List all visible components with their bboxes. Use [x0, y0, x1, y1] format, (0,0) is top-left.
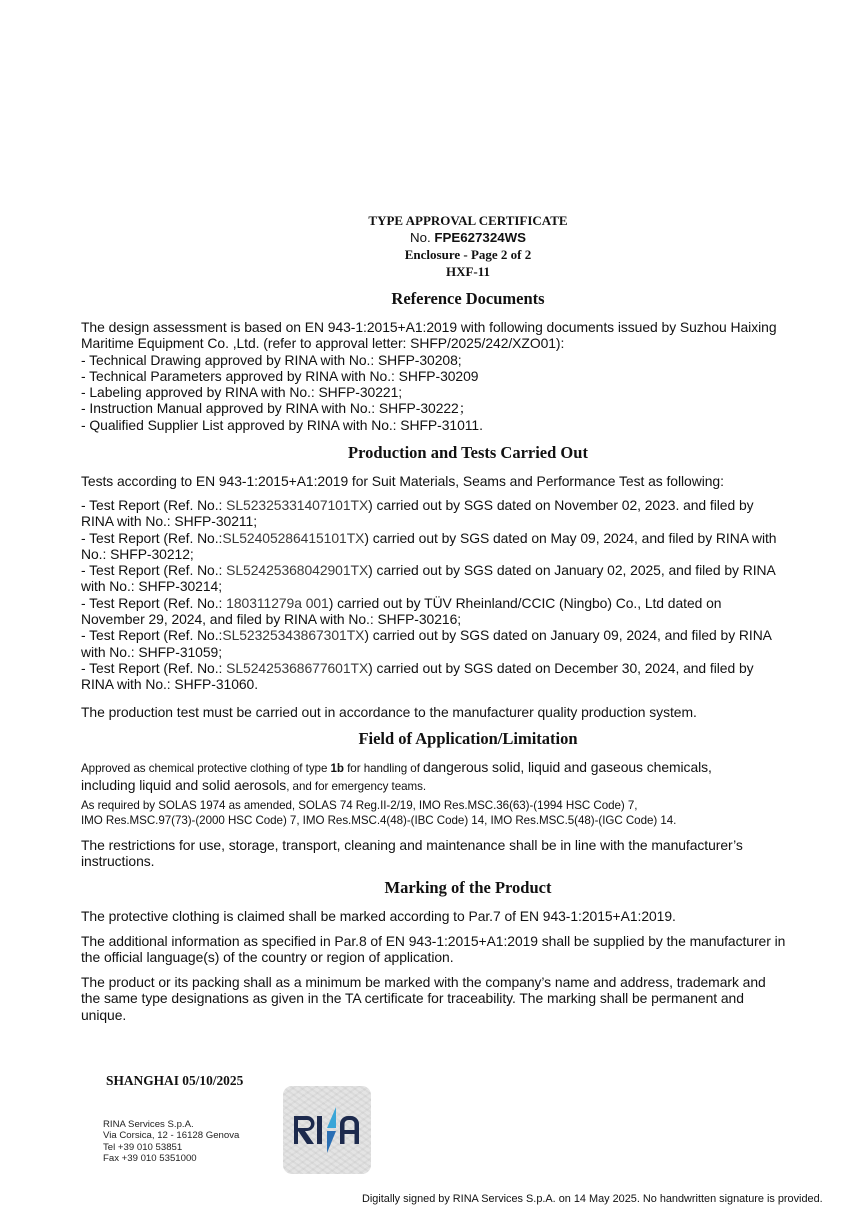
- section-title-production-tests: Production and Tests Carried Out: [348, 443, 588, 462]
- test-reports-list: [81, 497, 821, 693]
- production-tests-intro: Tests according to EN 943-1:2015+A1:2019 for Suit Materials, Seams and Performance Test as following:: [81, 473, 724, 489]
- test-report-ref: SL52325331407101TX: [226, 497, 369, 513]
- reference-line: The design assessment is based on EN 943-1:2015+A1:2019 with following documents issued by Suzhou Haixing: [81, 319, 777, 335]
- test-report-ref: SL52425368042901TX: [226, 562, 369, 579]
- place-and-date: SHANGHAI 05/10/2025: [106, 1073, 244, 1088]
- test-report-item: - Test Report (Ref. No.:SL52325343867301TX) carried out by SGS dated on January 09, 2024, and filed by RINA with No.: SHFP-31059;: [81, 627, 772, 660]
- test-report-item: - Test Report (Ref. No.: SL52425368677601TX) carried out by SGS dated on December 30, 2024, and filed by RINA with No.: SHFP-31060.: [81, 659, 754, 693]
- test-report-item: - Test Report (Ref. No.: SL52325331407101TX) carried out by SGS dated on November 02, 2023. and filed by RINA with No.: SHFP-30211;: [81, 497, 754, 530]
- test-report-ref: 180311279a 001: [226, 594, 329, 611]
- digital-signature-note: Digitally signed by RINA Services S.p.A. on 14 May 2025. No handwritten signature is provided.: [362, 1193, 823, 1205]
- issuer-fax: Fax +39 010 5351000: [103, 1152, 197, 1164]
- marking-paragraph-3: The product or its packing shall as a minimum be marked with the company’s name and address, trademark and the same type designations as given in the TA certificate for traceability. The marking shall be permanent and unique.: [81, 974, 766, 1023]
- reference-item: - Labeling approved by RINA with No.: SHFP-30221;: [81, 384, 403, 401]
- marking-paragraph-2: The additional information as specified in Par.8 of EN 943-1:2015+A1:2019 shall be supplied by the manufacturer in the official language(s) of the country or region of application.: [81, 933, 786, 966]
- rina-logo-icon: [290, 1104, 364, 1156]
- section-title-field-of-application: Field of Application/Limitation: [358, 729, 578, 748]
- reference-item: - Instruction Manual approved by RINA with No.: SHFP-30222；: [81, 400, 473, 417]
- issuer-address: [103, 1119, 239, 1164]
- test-report-item: - Test Report (Ref. No.: SL52425368042901TX) carried out by SGS dated on January 02, 2025, and filed by RINA with No.: SHFP-30214;: [81, 562, 776, 595]
- certificate-title: TYPE APPROVAL CERTIFICATE: [368, 213, 568, 228]
- protection-type: 1b: [330, 762, 344, 775]
- test-report-item: - Test Report (Ref. No.: 180311279a 001) carried out by TÜV Rheinland/CCIC (Ningbo) Co., Ltd dated on November 29, 2024, and filed by RINA with No.: SHFP-30216;: [81, 594, 722, 628]
- test-report-item: - Test Report (Ref. No.:SL52405286415101TX) carried out by SGS dated on May 09, 2024, and filed by RINA with No.: SHFP-30212;: [81, 529, 777, 562]
- section-title-reference-documents: Reference Documents: [391, 289, 545, 308]
- rina-logo: [283, 1086, 371, 1174]
- test-report-ref: SL52425368677601TX: [226, 659, 369, 676]
- solas-requirements: As required by SOLAS 1974 as amended, SOLAS 74 Reg.II-2/19, IMO Res.MSC.36(63)-(1994 HSC Code) 7, IMO Res.MSC.97(73)-(2000 HSC Code) 7, IMO Res.MSC.4(48)-(IBC Code) 14, IMO Res.MSC.5(48)-(IGC Code) 14.: [81, 799, 677, 827]
- certificate-number: No. FPE627324WS: [409, 230, 527, 245]
- certificate-header: [0, 212, 860, 280]
- product-model: HXF-11: [445, 264, 491, 279]
- section-title-marking: Marking of the Product: [384, 878, 552, 897]
- reference-line: Maritime Equipment Co. ,Ltd. (refer to approval letter: SHFP/2025/242/XZO01):: [81, 335, 565, 352]
- reference-item: - Technical Drawing approved by RINA with No.: SHFP-30208;: [81, 351, 462, 368]
- reference-item: - Technical Parameters approved by RINA with No.: SHFP-30209: [81, 367, 479, 384]
- test-report-ref: SL52325343867301TX: [222, 627, 365, 644]
- issuer-tel: Tel +39 010 53851: [103, 1141, 183, 1153]
- reference-documents-body: [81, 319, 821, 433]
- production-tests-closing: The production test must be carried out in accordance to the manufacturer quality production system.: [81, 704, 697, 720]
- test-report-ref: SL52405286415101TX: [222, 529, 365, 546]
- restrictions-statement: The restrictions for use, storage, transport, cleaning and maintenance shall be in line with the manufacturer’s instructions.: [81, 837, 743, 870]
- marking-paragraph-1: The protective clothing is claimed shall be marked according to Par.7 of EN 943-1:2015+A1:2019.: [81, 908, 676, 924]
- enclosure-page: Enclosure - Page 2 of 2: [404, 247, 532, 262]
- reference-item: - Qualified Supplier List approved by RINA with No.: SHFP-31011.: [81, 416, 483, 433]
- certificate-number-value: FPE627324WS: [434, 230, 527, 245]
- issuer-company: RINA Services S.p.A.: [103, 1119, 194, 1130]
- issuer-street: Via Corsica, 12 - 16128 Genova: [103, 1130, 240, 1142]
- approval-statement: Approved as chemical protective clothing of type 1b for handling of dangerous solid, liquid and gaseous chemicals, including liquid and solid aerosols, and for emergency teams.: [81, 759, 712, 794]
